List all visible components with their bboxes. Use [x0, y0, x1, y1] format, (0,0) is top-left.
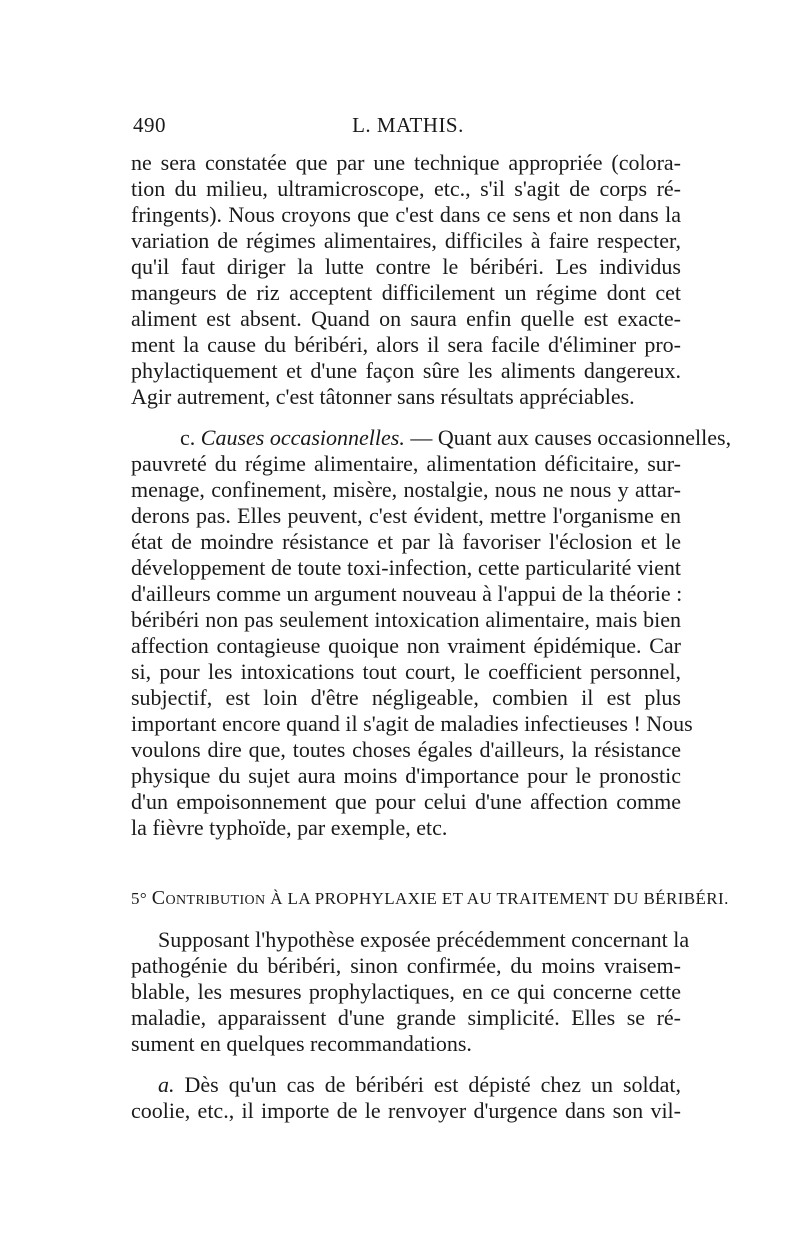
text-line: ment la cause du béribéri, alors il sera facile d'éliminer pro- [131, 332, 681, 357]
text-line: menage, confinement, misère, nostalgie, nous ne nous y attar- [131, 477, 681, 502]
text-line: important encore quand il s'agit de maladies infectieuses ! Nous [131, 711, 693, 736]
text-line: ne sera constatée que par une technique appropriée (colora- [131, 150, 681, 175]
text-line: la fièvre typhoïde, par exemple, etc. [131, 815, 448, 840]
text-line: coolie, etc., il importe de le renvoyer d'urgence dans son vil- [131, 1098, 681, 1123]
text-line: subjectif, est loin d'être négligeable, combien il est plus [131, 685, 681, 710]
text-line: derons pas. Elles peuvent, c'est évident, mettre l'organisme en [131, 503, 681, 528]
text-line: physique du sujet aura moins d'importance pour le pronostic [131, 763, 681, 788]
text-line: variation de régimes alimentaires, difficiles à faire respecter, [131, 228, 681, 253]
item-label: c. [180, 425, 196, 450]
text-line: Supposant l'hypothèse exposée précédemment concernant la [158, 927, 690, 952]
text-line: d'un empoisonnement que pour celui d'une affection comme [131, 789, 681, 814]
text-line: fringents). Nous croyons que c'est dans ce sens et non dans la [131, 202, 681, 227]
section-heading-rest: À LA PROPHYLAXIE ET AU TRAITEMENT DU BÉRIBÉRI. [270, 889, 729, 908]
text-line: pauvreté du régime alimentaire, alimentation déficitaire, sur- [131, 451, 681, 476]
paragraph-lead-line [158, 1072, 681, 1098]
text-line: pathogénie du béribéri, sinon confirmée, du moins vraisem- [131, 953, 681, 978]
subsection-title: Causes occasionnelles. [200, 425, 405, 450]
text-line: Agir autrement, c'est tâtonner sans résultats appréciables. [131, 384, 635, 409]
item-label: a. [158, 1072, 175, 1097]
text-line: d'ailleurs comme un argument nouveau à l'appui de la théorie : [131, 581, 683, 606]
text-line: qu'il faut diriger la lutte contre le béribéri. Les individus [131, 254, 681, 279]
running-title: L. MATHIS. [352, 113, 464, 137]
text-line: affection contagieuse quoique non vraiment épidémique. Car [131, 633, 681, 658]
section-number: 5° [131, 889, 148, 908]
paragraph-lead-line [180, 425, 732, 451]
text-line: sument en quelques recommandations. [131, 1031, 472, 1056]
page-number: 490 [133, 113, 166, 137]
text-line: aliment est absent. Quand on saura enfin quelle est exacte- [131, 306, 681, 331]
text-line: maladie, apparaissent d'une grande simplicité. Elles se ré- [131, 1005, 681, 1030]
text-line: état de moindre résistance et par là favoriser l'éclosion et le [131, 529, 681, 554]
running-header [133, 113, 683, 143]
section-heading-first-word: Contribution [151, 887, 266, 909]
section-heading [131, 885, 729, 911]
text-line: tion du milieu, ultramicroscope, etc., s'il s'agit de corps ré- [131, 176, 681, 201]
text-line: phylactiquement et d'une façon sûre les aliments dangereux. [131, 358, 681, 383]
text-line: développement de toute toxi-infection, cette particularité vient [131, 555, 681, 580]
text-line: blable, les mesures prophylactiques, en ce qui concerne cette [131, 979, 681, 1004]
text-run: Dès qu'un cas de béribéri est dépisté chez un soldat, [184, 1072, 681, 1097]
text-line: si, pour les intoxications tout court, le coefficient personnel, [131, 659, 681, 684]
text-line: mangeurs de riz acceptent difficilement un régime dont cet [131, 280, 681, 305]
text-line: béribéri non pas seulement intoxication alimentaire, mais bien [131, 607, 681, 632]
text-run: — Quant aux causes occasionnelles, [410, 425, 732, 450]
text-line: voulons dire que, toutes choses égales d'ailleurs, la résistance [131, 737, 681, 762]
